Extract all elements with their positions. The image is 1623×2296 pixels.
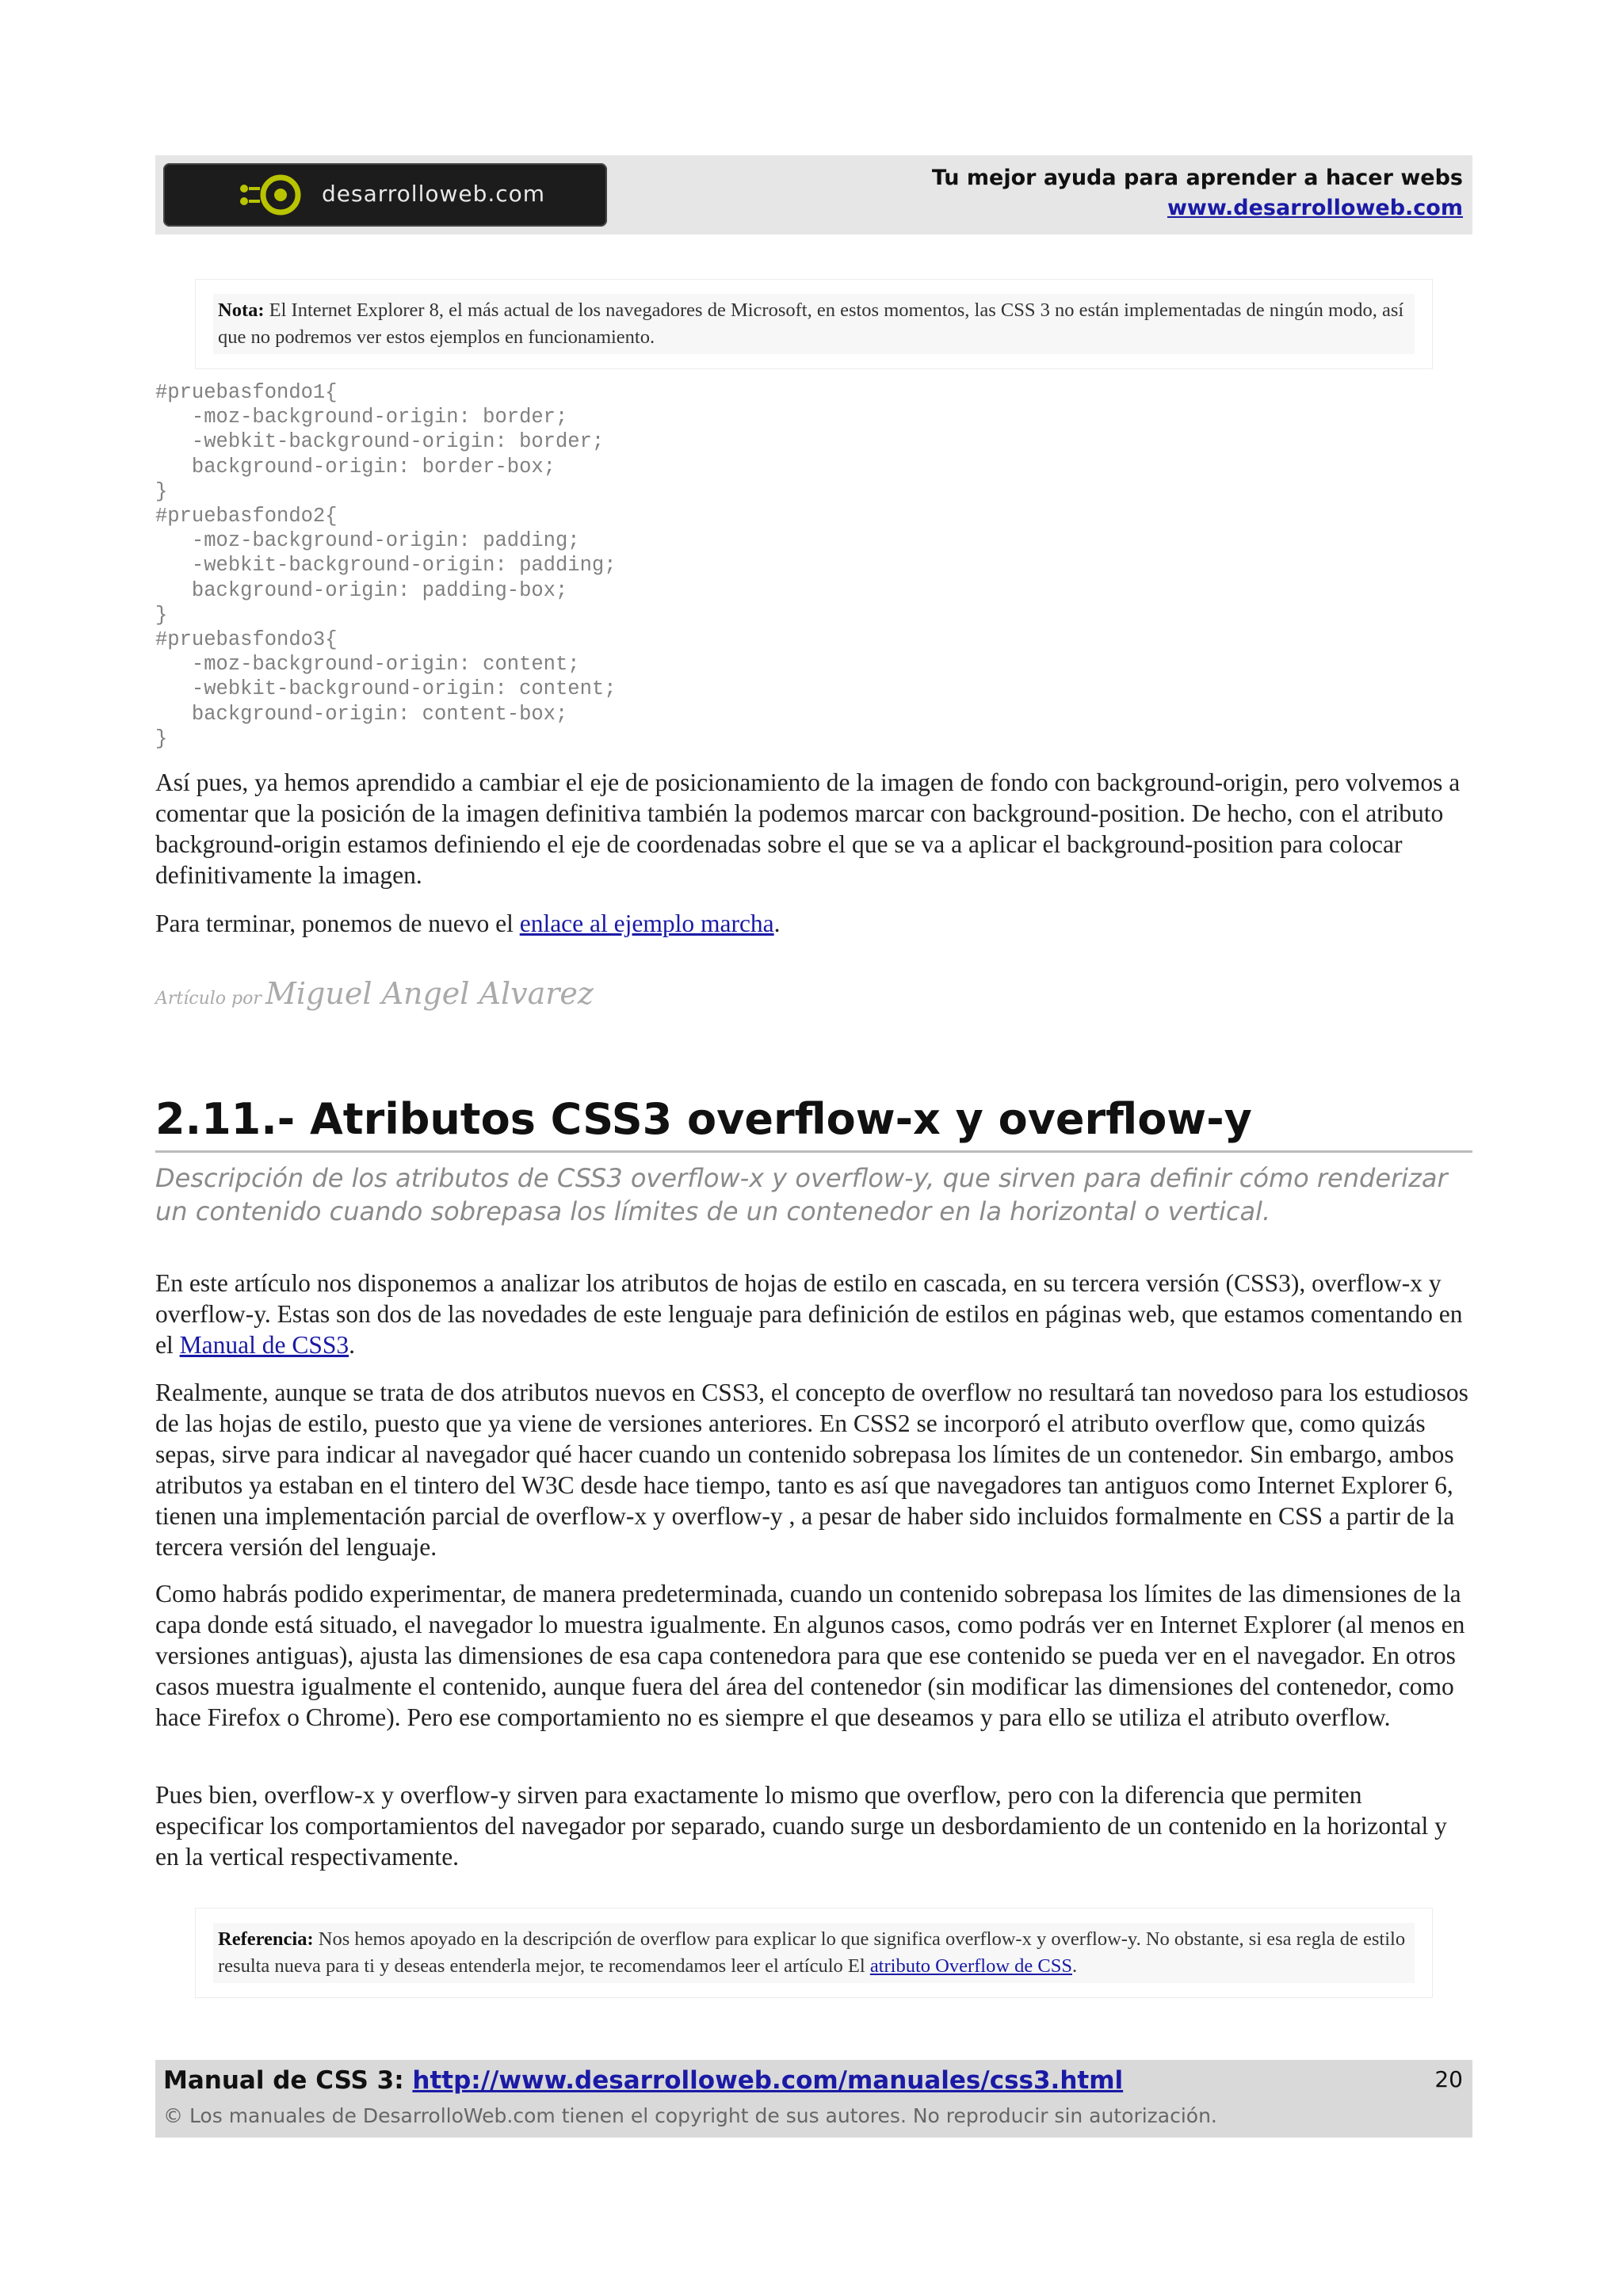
page-number: 20 <box>1434 2066 1463 2092</box>
note-label: Nota: <box>218 299 265 321</box>
footer-manual-link[interactable]: http://www.desarrolloweb.com/manuales/css3.html <box>412 2066 1124 2095</box>
page-header <box>155 155 1472 235</box>
footer-copyright: © Los manuales de DesarrolloWeb.com tienen el copyright de sus autores. No reproducir sin autorización. <box>163 2104 1217 2127</box>
paragraph-overflow-history: Realmente, aunque se trata de dos atributos nuevos en CSS3, el concepto de overflow no resultará tan novedoso para los estudiosos de las hojas de estilo, puesto que ya viene de versiones anteriores. En CSS2 se incorporó el atributo overflow que, como quizás sepas, sirve para indicar al navegador qué hacer cuando un contenido sobrepasa los límites de un contenedor. Sin embargo, ambos atributos ya estaban en el tintero del W3C desde hace tiempo, tanto es así que navegadores tan antiguos como Internet Explorer 6, tienen una implementación parcial de overflow-x y overflow-y , a pesar de haber sido incluidos formalmente en CSS a partir de la tercera versión del lenguaje. <box>155 1379 1468 1561</box>
paragraph-intro-end: . <box>349 1331 355 1359</box>
site-url-link[interactable]: www.desarrolloweb.com <box>1167 196 1463 220</box>
reference-label: Referencia: <box>218 1928 314 1950</box>
byline-author: Miguel Angel Alvarez <box>265 976 594 1011</box>
paragraph-intro-text: En este artículo nos disponemos a analizar los atributos de hojas de estilo en cascada, en su tercera versión (CSS3), overflow-x y overflow-y. Estas son dos de las novedades de este lenguaje para definición de estilos en páginas web, que estamos comentando en el <box>155 1269 1463 1359</box>
author-byline <box>155 976 594 1011</box>
section-subtitle: Descripción de los atributos de CSS3 overflow-x y overflow-y, que sirven para definir cómo renderizar un contenido cuando sobrepasa los límites de un contenedor en la horizontal o vertical. <box>155 1163 1448 1226</box>
reference-box <box>195 1908 1433 1998</box>
note-content <box>213 294 1415 354</box>
code-block: #pruebasfondo1{ -moz-background-origin: border; -webkit-background-origin: border; background-origin: border-box; } #pruebasfondo2{ -moz-background-origin: padding; -webkit-background-origin: padding; background-origin: padding-box; } #pruebasfondo3{ -moz-background-origin: content; -webkit-background-origin: content; background-origin: content-box; } <box>155 381 617 750</box>
paragraph-finish-text: Para terminar, ponemos de nuevo el <box>155 910 520 937</box>
page-footer <box>155 2060 1472 2138</box>
header-tagline <box>932 163 1463 223</box>
paragraph-finish <box>155 908 1472 939</box>
overflow-article-link[interactable]: atributo Overflow de CSS <box>869 1955 1072 1977</box>
reference-content <box>213 1923 1415 1983</box>
tagline-text: Tu mejor ayuda para aprender a hacer webs <box>931 166 1463 190</box>
section-title: 2.11.- Atributos CSS3 overflow-x y overflow-y <box>155 1093 1472 1153</box>
footer-title <box>163 2066 1123 2095</box>
paragraph-background-origin: Así pues, ya hemos aprendido a cambiar el eje de posicionamiento de la imagen de fondo con background-origin, pero volvemos a comentar que la posición de la imagen definitiva también la podemos marcar con background-position. De hecho, con el atributo background-origin estamos definiendo el eje de coordenadas sobre el que se va a aplicar el background-position para colocar definitivamente la imagen. <box>155 769 1461 889</box>
byline-prefix: Artículo por <box>155 989 262 1009</box>
paragraph-default-behavior: Como habrás podido experimentar, de manera predeterminada, cuando un contenido sobrepasa los límites de las dimensiones de la capa donde está situado, el navegador lo muestra igualmente. En algunos casos, como podrás ver en Internet Explorer (al menos en versiones antiguas), ajusta las dimensiones de esa capa contenedora para que ese contenido se pueda ver en el navegador. En otros casos muestra igualmente el contenido, aunque fuera del área del contenedor (sin modificar las dimensiones del contenedor, como hace Firefox o Chrome). Pero ese comportamiento no es siempre el que deseamos y para ello se utiliza el atributo overflow. <box>155 1580 1465 1731</box>
paragraph-intro <box>155 1268 1472 1360</box>
logo-text: desarrolloweb.com <box>322 181 546 207</box>
site-logo[interactable] <box>163 163 607 227</box>
footer-manual-name: Manual de CSS 3: <box>163 2066 404 2095</box>
reference-end: . <box>1072 1955 1078 1977</box>
paragraph-finish-end: . <box>773 910 781 937</box>
reference-text: Nos hemos apoyado en la descripción de overflow para explicar lo que significa overflow-x y overflow-y. No obstante, si esa regla de estilo resulta nueva para ti y deseas entenderla mejor, te recomendamos leer el artículo El <box>218 1928 1406 1977</box>
paragraph-overflow-xy: Pues bien, overflow-x y overflow-y sirven para exactamente lo mismo que overflow, pero con la diferencia que permiten especificar los comportamientos del navegador por separado, cuando surge un desbordamiento de un contenido en la horizontal y en la vertical respectivamente. <box>155 1781 1447 1871</box>
note-text: El Internet Explorer 8, el más actual de los navegadores de Microsoft, en estos momentos, las CSS 3 no están implementadas de ningún modo, así que no podremos ver estos ejemplos en funcionamiento. <box>218 299 1404 348</box>
example-link[interactable]: enlace al ejemplo marcha <box>519 910 774 937</box>
logo-mark-icon <box>235 173 322 217</box>
manual-css3-link[interactable]: Manual de CSS3 <box>179 1331 349 1359</box>
note-box <box>195 279 1433 369</box>
